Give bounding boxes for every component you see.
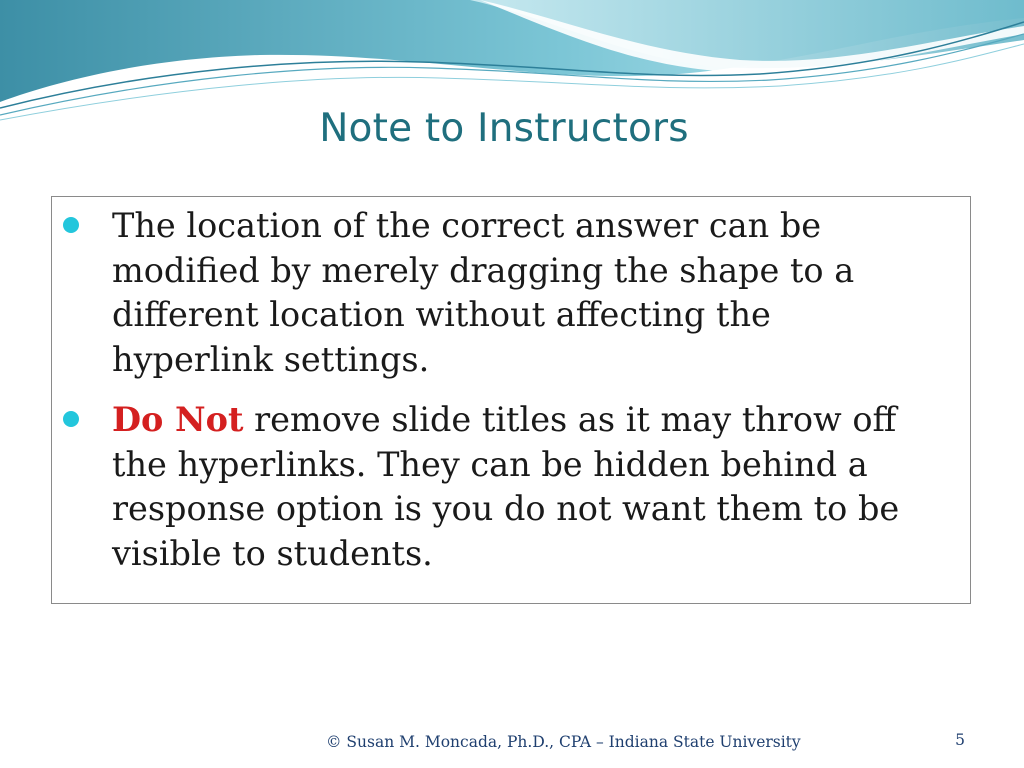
bullet-dot-icon: [63, 217, 79, 233]
bullet-emphasis: Do Not: [112, 400, 244, 439]
bullet-dot-icon: [63, 411, 79, 427]
slide-title: Note to Instructors: [319, 106, 689, 151]
bullet-item: [61, 204, 861, 382]
bullet-text: [112, 398, 932, 576]
bullet-text: The location of the correct answer can be modified by merely dragging the shape to a different location without affecting the hyperlink settings.: [112, 206, 855, 379]
page-number: 5: [955, 731, 965, 749]
bullet-body: remove slide titles as it may throw off the hyperlinks. They can be hidden behind a response option is you do not want them to be visible to students.: [112, 400, 900, 573]
footer-copyright: © Susan M. Moncada, Ph.D., CPA – Indiana State University: [326, 733, 801, 751]
bullet-item: [61, 398, 900, 576]
